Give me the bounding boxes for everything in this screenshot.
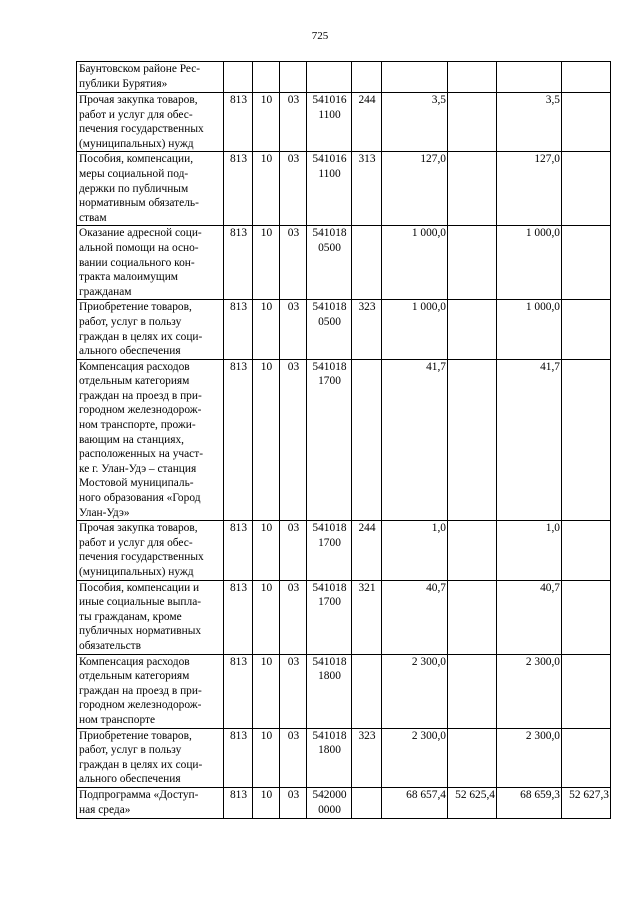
cell-admin-code: 813: [224, 521, 253, 580]
cell-amount-2: [448, 152, 497, 226]
cell-amount-2: [448, 359, 497, 521]
cell-amount-4: [562, 152, 611, 226]
table-row: [77, 226, 611, 300]
cell-expense-type: 323: [352, 728, 382, 787]
budget-table: [76, 61, 611, 819]
cell-section: 10: [253, 654, 280, 728]
cell-name: Подпрограмма «Доступ- ная среда»: [77, 787, 224, 818]
cell-name: Приобретение товаров, работ, услуг в пользу граждан в целях их соци- ального обеспечения: [77, 728, 224, 787]
cell-amount-1: 40,7: [382, 580, 448, 654]
cell-target-article: 541018 0500: [307, 226, 352, 300]
cell-amount-4: [562, 62, 611, 93]
cell-section: 10: [253, 226, 280, 300]
cell-admin-code: 813: [224, 226, 253, 300]
cell-admin-code: 813: [224, 359, 253, 521]
cell-admin-code: 813: [224, 93, 253, 152]
cell-section: 10: [253, 521, 280, 580]
cell-name: Компенсация расходов отдельным категориям граждан на проезд в при- городном железнодорож- ном транспорте, прожи- вающим на станциях, расположенных на участ- ке г. Улан-Удэ – станция Мостовой муниципаль- ного образования «Город Улан-Удэ»: [77, 359, 224, 521]
cell-expense-type: 323: [352, 300, 382, 359]
cell-subsection: 03: [280, 226, 307, 300]
cell-subsection: [280, 62, 307, 93]
cell-target-article: 541018 0500: [307, 300, 352, 359]
cell-section: 10: [253, 93, 280, 152]
cell-expense-type: 244: [352, 521, 382, 580]
cell-amount-3: 2 300,0: [497, 654, 562, 728]
cell-amount-3: 1,0: [497, 521, 562, 580]
cell-admin-code: 813: [224, 787, 253, 818]
cell-section: 10: [253, 580, 280, 654]
cell-amount-3: 1 000,0: [497, 226, 562, 300]
table-row: [77, 300, 611, 359]
cell-target-article: 541018 1800: [307, 728, 352, 787]
cell-name: Компенсация расходов отдельным категориям граждан на проезд в при- городном железнодорож- ном транспорте: [77, 654, 224, 728]
cell-amount-3: 1 000,0: [497, 300, 562, 359]
cell-target-article: 541018 1700: [307, 359, 352, 521]
cell-section: 10: [253, 728, 280, 787]
cell-amount-4: [562, 654, 611, 728]
cell-expense-type: [352, 359, 382, 521]
cell-amount-3: 2 300,0: [497, 728, 562, 787]
cell-target-article: [307, 62, 352, 93]
cell-subsection: 03: [280, 152, 307, 226]
cell-expense-type: 313: [352, 152, 382, 226]
cell-amount-2: [448, 93, 497, 152]
cell-amount-2: [448, 226, 497, 300]
table-row: [77, 152, 611, 226]
cell-amount-1: 41,7: [382, 359, 448, 521]
cell-section: [253, 62, 280, 93]
table-body: [77, 62, 611, 819]
cell-amount-2: [448, 300, 497, 359]
cell-amount-2: [448, 521, 497, 580]
cell-expense-type: [352, 226, 382, 300]
cell-expense-type: [352, 62, 382, 93]
cell-subsection: 03: [280, 521, 307, 580]
cell-name: Прочая закупка товаров, работ и услуг для обес- печения государственных (муниципальных) нужд: [77, 521, 224, 580]
cell-amount-3: 68 659,3: [497, 787, 562, 818]
cell-subsection: 03: [280, 728, 307, 787]
cell-section: 10: [253, 152, 280, 226]
cell-amount-3: 127,0: [497, 152, 562, 226]
cell-subsection: 03: [280, 359, 307, 521]
table-row: [77, 787, 611, 818]
cell-subsection: 03: [280, 580, 307, 654]
cell-amount-2: 52 625,4: [448, 787, 497, 818]
cell-amount-2: [448, 728, 497, 787]
table-row: [77, 728, 611, 787]
cell-expense-type: [352, 787, 382, 818]
cell-expense-type: 244: [352, 93, 382, 152]
cell-name: Пособия, компенсации, меры социальной под- держки по публичным нормативным обязатель- ствам: [77, 152, 224, 226]
table-row: [77, 654, 611, 728]
cell-amount-4: 52 627,3: [562, 787, 611, 818]
cell-expense-type: 321: [352, 580, 382, 654]
cell-amount-1: 2 300,0: [382, 654, 448, 728]
cell-admin-code: 813: [224, 152, 253, 226]
cell-amount-3: [497, 62, 562, 93]
cell-amount-1: 127,0: [382, 152, 448, 226]
cell-amount-4: [562, 521, 611, 580]
cell-section: 10: [253, 359, 280, 521]
cell-amount-2: [448, 654, 497, 728]
cell-subsection: 03: [280, 93, 307, 152]
cell-admin-code: 813: [224, 300, 253, 359]
cell-amount-4: [562, 300, 611, 359]
cell-target-article: 541018 1700: [307, 521, 352, 580]
cell-target-article: 541018 1700: [307, 580, 352, 654]
table-row: [77, 93, 611, 152]
table-row: [77, 521, 611, 580]
cell-amount-4: [562, 93, 611, 152]
table-row: [77, 62, 611, 93]
cell-amount-1: [382, 62, 448, 93]
cell-name: Баунтовском районе Рес- публики Бурятия»: [77, 62, 224, 93]
table-row: [77, 359, 611, 521]
cell-subsection: 03: [280, 300, 307, 359]
cell-amount-3: 40,7: [497, 580, 562, 654]
cell-amount-4: [562, 359, 611, 521]
cell-section: 10: [253, 787, 280, 818]
cell-amount-2: [448, 580, 497, 654]
cell-admin-code: [224, 62, 253, 93]
table-row: [77, 580, 611, 654]
cell-target-article: 541016 1100: [307, 152, 352, 226]
page-number: 725: [311, 30, 329, 42]
cell-amount-1: 1,0: [382, 521, 448, 580]
cell-target-article: 541018 1800: [307, 654, 352, 728]
cell-name: Прочая закупка товаров, работ и услуг для обес- печения государственных (муниципальных) нужд: [77, 93, 224, 152]
cell-expense-type: [352, 654, 382, 728]
cell-amount-1: 68 657,4: [382, 787, 448, 818]
cell-subsection: 03: [280, 787, 307, 818]
cell-amount-3: 3,5: [497, 93, 562, 152]
cell-amount-3: 41,7: [497, 359, 562, 521]
cell-target-article: 542000 0000: [307, 787, 352, 818]
cell-name: Оказание адресной соци- альной помощи на осно- вании социального кон- тракта малоимущим гражданам: [77, 226, 224, 300]
cell-section: 10: [253, 300, 280, 359]
cell-admin-code: 813: [224, 580, 253, 654]
cell-subsection: 03: [280, 654, 307, 728]
cell-name: Пособия, компенсации и иные социальные выпла- ты гражданам, кроме публичных нормативных обязательств: [77, 580, 224, 654]
cell-amount-4: [562, 226, 611, 300]
cell-amount-1: 3,5: [382, 93, 448, 152]
cell-amount-4: [562, 580, 611, 654]
cell-target-article: 541016 1100: [307, 93, 352, 152]
cell-amount-1: 2 300,0: [382, 728, 448, 787]
cell-amount-1: 1 000,0: [382, 300, 448, 359]
cell-amount-1: 1 000,0: [382, 226, 448, 300]
cell-amount-4: [562, 728, 611, 787]
cell-amount-2: [448, 62, 497, 93]
cell-name: Приобретение товаров, работ, услуг в пользу граждан в целях их соци- ального обеспечения: [77, 300, 224, 359]
cell-admin-code: 813: [224, 654, 253, 728]
cell-admin-code: 813: [224, 728, 253, 787]
